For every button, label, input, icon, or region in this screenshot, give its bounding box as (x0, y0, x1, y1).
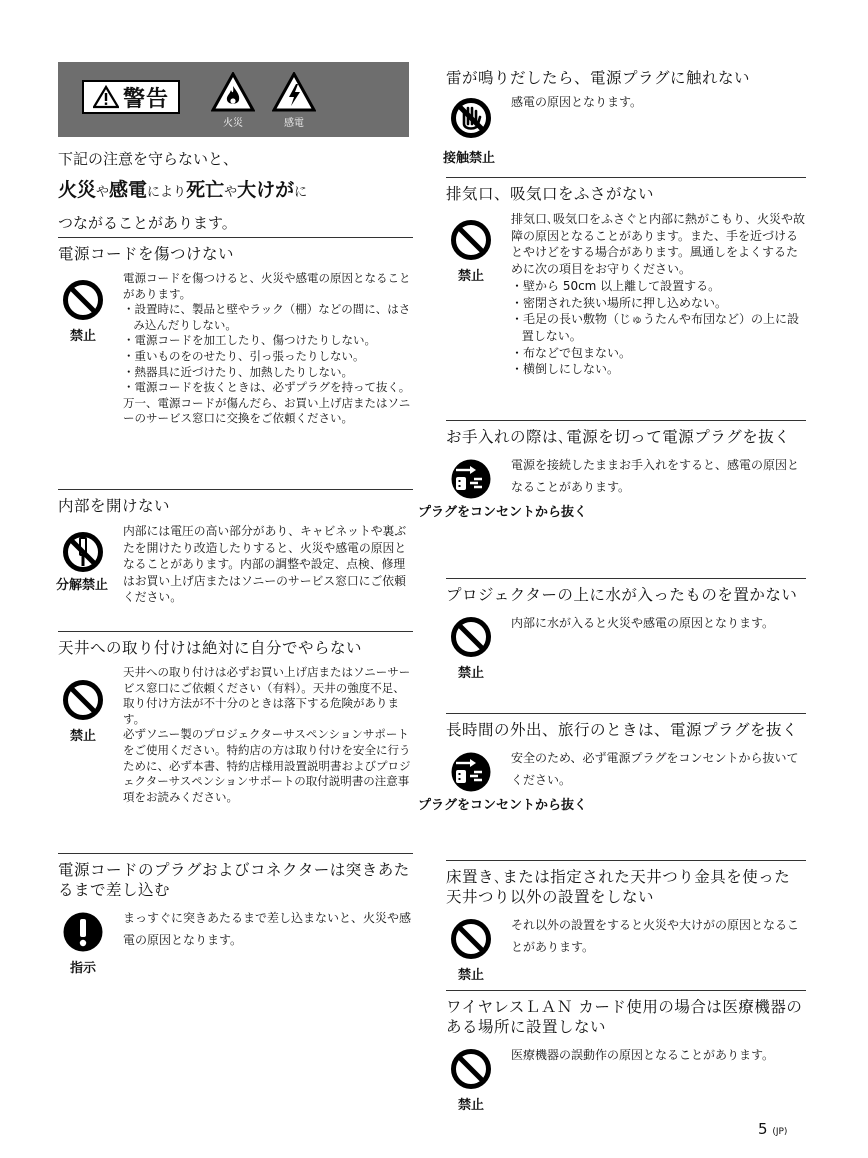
prohibited-icon (450, 1048, 492, 1090)
section-text: それ以外の設置をすると火災や大けがの原因となることがあります。 (511, 918, 800, 954)
warning-triangle-icon (93, 85, 119, 109)
intro-line-3: つながることがあります。 (58, 214, 237, 232)
prohibited-symbol (58, 679, 108, 744)
mandatory-symbol (58, 911, 108, 976)
section-text: 電源を接続したままお手入れをすると、感電の原因となることがあります。 (511, 458, 800, 494)
unplug-symbol (418, 751, 588, 815)
symbol-label: プラグをコンセントから抜く (418, 798, 588, 813)
no-touch-hand-icon (450, 97, 492, 139)
list-item: ・設置時に、製品と壁やラック（棚）などの間に、はさみ込んだりしない。 (123, 302, 411, 332)
section-title: 内部を開けない (58, 497, 171, 515)
section-title: 天井への取り付けは絶対に自分でやらない (58, 639, 363, 657)
section-no-open (55, 489, 413, 606)
section-lead: 排気口､吸気口をふさぐと内部に熱がこもり、火災や故障の原因となることがあります。また、手を近づけるとやけどをする場合があります。風通しをよくするために次の項目をお守りください。 (511, 212, 806, 277)
caution-list (511, 278, 806, 378)
prohibited-symbol (446, 918, 496, 983)
section-tail: 万一、電源コードが傷んだら、お買い上げ店またはソニーのサービス窓口に交換をご依頼ください。 (123, 395, 411, 426)
shock-hazard-label: 感電 (284, 118, 304, 129)
section-title: 電源コードのプラグおよびコネクターは突きあたるまで差し込む (58, 861, 410, 899)
section-title: 床置き､または指定された天井つり金具を使った天井つり以外の設置をしない (446, 868, 791, 906)
intro-death: 死亡 (186, 179, 225, 201)
section-text: 医療機器の誤動作の原因となることがあります。 (511, 1048, 775, 1062)
no-touch-symbol (442, 97, 496, 166)
intro-line-1: 下記の注意を守らないと、 (58, 150, 239, 168)
fire-hazard-icon (211, 72, 255, 112)
symbol-label: 禁止 (457, 666, 484, 681)
section-text (123, 271, 413, 427)
section-text: 内部に水が入ると火災や感電の原因となります。 (511, 616, 775, 630)
section-absence (418, 713, 806, 813)
section-vents (446, 177, 806, 378)
exclamation-icon (62, 911, 104, 953)
section-text: 安全のため、必ず電源プラグをコンセントから抜いてください。 (511, 751, 799, 787)
section-power-cord (58, 237, 413, 427)
prohibited-icon (450, 219, 492, 261)
section-paragraph: 必ずソニー製のプロジェクターサスペンションサポートをご使用ください。特約店の方は取り付けを安全に行うために、必ず本書、特約店様用設置説明書およびプロジェクターサスペンションサポートの取付説明書の注意事項をお読みください。 (123, 727, 411, 804)
symbol-label: 禁止 (69, 329, 96, 344)
section-title: 排気口、吸気口をふさがない (446, 185, 655, 203)
symbol-label: 禁止 (69, 729, 96, 744)
prohibited-icon (450, 616, 492, 658)
intro-fire: 火災 (58, 179, 97, 201)
section-cleaning (418, 420, 806, 520)
warning-intro (58, 148, 413, 233)
no-disassembly-symbol (55, 531, 108, 595)
section-plug-insert (58, 853, 413, 976)
prohibited-icon (62, 279, 104, 321)
section-text: まっすぐに突きあたるまで差し込まないと、火災や感電の原因となります。 (123, 911, 412, 947)
list-item: ・密閉された狭い場所に押し込めない。 (511, 295, 728, 310)
section-text: 感電の原因となります。 (511, 95, 643, 109)
intro-line-2 (58, 175, 413, 202)
list-item: ・電源コードを加工したり、傷つけたりしない。 (123, 333, 376, 348)
list-item: ・壁から 50cm 以上離して設置する。 (511, 278, 721, 293)
section-install (446, 860, 806, 983)
section-text (123, 665, 413, 805)
list-item: ・布などで包まない。 (511, 345, 632, 360)
section-text: 内部には電圧の高い部分があり、キャビネットや裏ぶたを開けたり改造したりすると、火災や感電の原因となることがあります。内部の調整や設定、点検、修理はお買い上げ店またはソニーのサービス窓口にご依頼ください。 (123, 524, 407, 604)
page-number-value: 5 (758, 1120, 768, 1138)
section-text (511, 211, 806, 378)
section-paragraph: 天井への取り付けは必ずお買い上げ店またはソニーサービス窓口にご依頼ください（有料）。天井の強度不足、取り付け方法が不十分のときは落下する危険があります。 (123, 665, 411, 726)
intro-particle: や (96, 185, 110, 200)
symbol-label: 禁止 (457, 1098, 484, 1113)
section-title: 雷が鳴りだしたら、電源プラグに触れない (446, 69, 751, 87)
symbol-label: 指示 (69, 961, 96, 976)
section-title: お手入れの際は､電源を切って電源プラグを抜く (446, 428, 791, 446)
symbol-label: プラグをコンセントから抜く (418, 505, 588, 520)
section-thunder (442, 60, 806, 166)
symbol-label: 禁止 (457, 269, 484, 284)
symbol-label: 分解禁止 (55, 578, 108, 593)
unplug-symbol (418, 458, 588, 522)
unplug-icon (450, 751, 492, 793)
section-title: プロジェクターの上に水が入ったものを置かない (446, 586, 798, 604)
warning-word: 警告 (122, 86, 169, 112)
caution-list (123, 302, 413, 396)
list-item: ・重いものをのせたり、引っ張ったりしない。 (123, 348, 365, 363)
section-title: 電源コードを傷つけない (58, 245, 235, 263)
fire-hazard-label: 火災 (223, 118, 243, 129)
warning-label-box (82, 80, 180, 114)
list-item: ・電源コードを抜くときは、必ずプラグを持って抜く。 (123, 380, 411, 395)
section-ceiling (58, 631, 413, 805)
section-water (446, 578, 806, 681)
fire-hazard (210, 72, 256, 129)
prohibited-symbol (446, 1048, 496, 1113)
intro-particle: により (147, 185, 187, 200)
intro-injury: 大けが (237, 179, 295, 201)
prohibited-symbol (446, 616, 496, 681)
section-lead: 電源コードを傷つけると、火災や感電の原因となることがあります。 (123, 271, 411, 301)
section-title: ワイヤレスＬＡＮ カード使用の場合は医療機器のある場所に設置しない (446, 998, 803, 1036)
warning-banner (58, 62, 409, 137)
prohibited-symbol (446, 219, 496, 284)
prohibited-icon (450, 918, 492, 960)
page-number-suffix: (JP) (772, 1127, 788, 1137)
shock-hazard (271, 72, 317, 129)
unplug-icon (450, 458, 492, 500)
list-item: ・毛足の長い敷物（じゅうたんや布団など）の上に設置しない。 (511, 312, 800, 343)
intro-particle: に (294, 185, 308, 200)
section-title: 長時間の外出、旅行のときは、電源プラグを抜く (446, 721, 799, 739)
symbol-label: 禁止 (457, 968, 484, 983)
intro-particle: や (224, 185, 238, 200)
intro-shock: 感電 (109, 179, 148, 201)
list-item: ・横倒しにしない。 (511, 362, 620, 377)
symbol-label: 接触禁止 (442, 151, 495, 166)
prohibited-icon (62, 679, 104, 721)
list-item: ・熱器具に近づけたり、加熱したりしない。 (123, 364, 353, 379)
no-disassembly-icon (62, 531, 104, 573)
page-number (758, 1120, 787, 1138)
prohibited-symbol (58, 279, 108, 344)
section-wlan (446, 990, 806, 1113)
lightning-hazard-icon (272, 72, 316, 112)
